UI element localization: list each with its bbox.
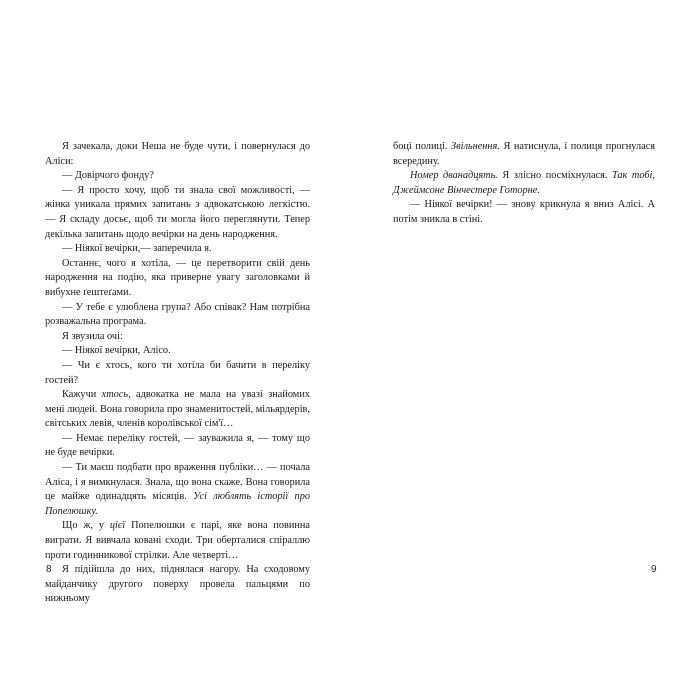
paragraph: [393, 140, 655, 169]
text-run: — Я просто хочу, щоб ти знала свої можливості, — жінка уникала прямих запитань з адвокатською легкістю. — Я складу досьє, щоб ти могла його переглянути. Тепер декілька запитань щодо вечірки на день народження.: [45, 184, 310, 240]
text-run: — Чи є хтось, кого ти хотіла би бачити в переліку гостей?: [45, 359, 310, 386]
italic-text: Номер дванадцять.: [410, 170, 498, 182]
italic-text: Так тобі, Джеймсоне Вінчестере Готорне.: [393, 170, 655, 196]
italic-text: цієї: [109, 520, 126, 532]
paragraph: [393, 198, 655, 227]
text-run: Я звузила очі:: [62, 330, 123, 342]
text-run: Я злісно посміхнулася.: [497, 170, 613, 182]
text-run: Я зачекала, доки Неша не буде чути, і повернулася до Аліси:: [45, 141, 310, 167]
text-run: Я підійшла до них, піднялася нагору. На сходовому майданчику другого поверху провела пальцями по нижньому: [45, 564, 310, 605]
text-run: — Ніякої вечірки,— заперечила я.: [62, 243, 212, 255]
paragraph: [45, 330, 310, 345]
left-page-text: [45, 140, 310, 607]
paragraph: [393, 169, 655, 198]
text-run: — Немає переліку гостей, — зауважила я, — тому що не буде вечірки.: [45, 432, 310, 459]
paragraph: [45, 563, 310, 607]
text-run: — Ніякої вечірки! — знову крикнула я вниз Алісі. А потім зникла в стіні.: [393, 199, 655, 225]
text-run: Попелюшки є парі, яке вона повинна виграти. Я вивчала ковані сходи. Три оберталися спіраллю проти годинникової стрілки. Але четверті…: [45, 520, 310, 561]
right-page-text: [393, 140, 655, 228]
paragraph: [45, 242, 310, 257]
paragraph: [45, 257, 310, 301]
text-run: боці полиці.: [393, 141, 452, 152]
text-run: — У тебе є улюблена група? Або співак? Нам потрібна розважальна програма.: [45, 301, 310, 328]
italic-text: Звільнення.: [451, 141, 500, 152]
paragraph: [45, 140, 310, 169]
text-run: Останнє, чого я хотіла, — це перетворити свій день народження на подію, яка приверне увагу заголовками й вибухне ґештеґами.: [45, 257, 310, 298]
text-run: — Ніякої вечірки, Алісо.: [62, 345, 171, 357]
paragraph: [45, 344, 310, 359]
paragraph: [45, 519, 310, 563]
text-run: Я натиснула, і полиця прогнулася всередину.: [393, 141, 656, 167]
page-number-right: 9: [651, 564, 657, 575]
text-run: , адвокатка не мала на увазі знайомих мені людей. Вона говорила про знаменитостей, мільярдерів, світських левів, членів королівської сім'ї…: [45, 389, 310, 430]
paragraph: [45, 169, 310, 184]
paragraph: [45, 184, 310, 242]
paragraph: [45, 432, 310, 461]
text-run: — Довірчого фонду?: [62, 170, 154, 182]
paragraph: [45, 301, 310, 330]
text-run: — Ти маєш подбати про враження публіки… — почала Аліса, і я вимкнулася. Знала, що вона скаже. Вона говорила це майже одинадцять місяців.: [45, 462, 310, 503]
italic-text: Усі люблять історії про Попелюшку.: [45, 491, 310, 517]
page-number-left: 8: [46, 564, 52, 575]
text-run: Кажучи: [62, 389, 102, 401]
paragraph: [45, 388, 310, 432]
italic-text: хтось: [101, 389, 129, 401]
text-run: Що ж, у: [62, 520, 110, 532]
paragraph: [45, 359, 310, 388]
paragraph: [45, 461, 310, 519]
